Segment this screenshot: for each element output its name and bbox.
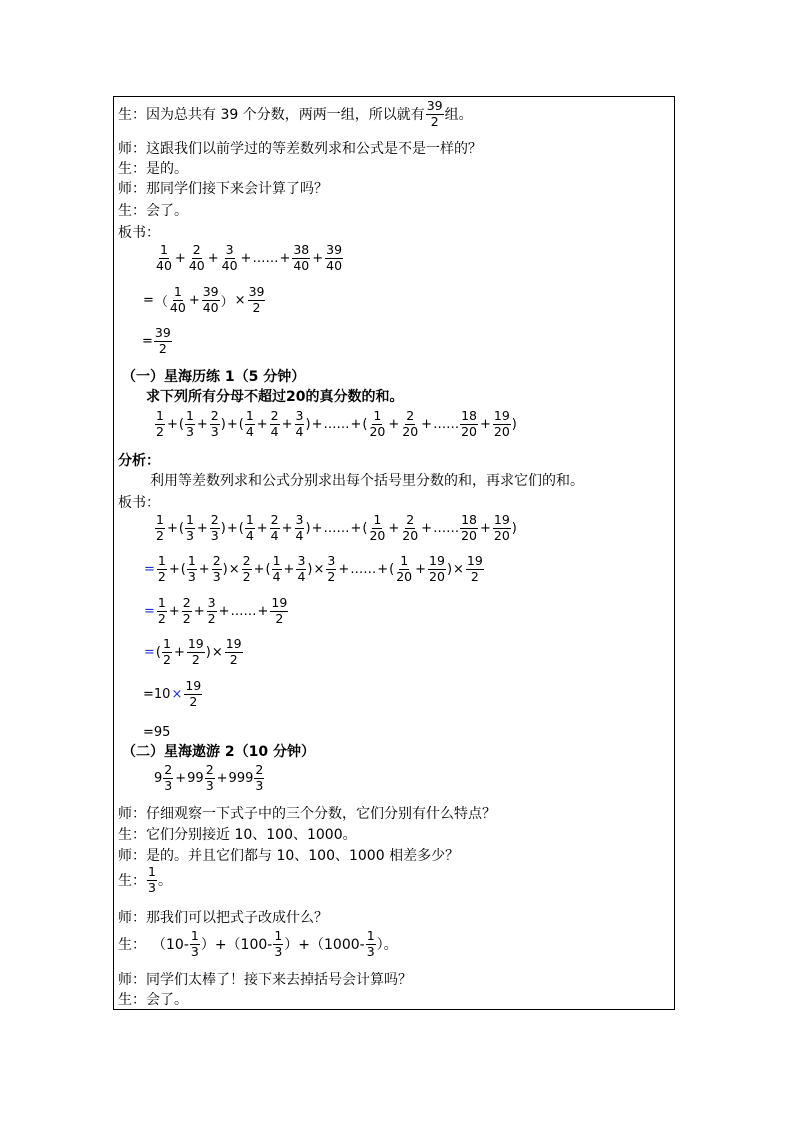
fraction — [273, 930, 283, 958]
math-token: 1 — [156, 408, 164, 423]
math-token: + — [173, 644, 185, 660]
analysis-text: 利用等差数列求和公式分别求出每个括号里分数的和，再求它们的和。 — [150, 473, 584, 489]
math-token: + — [421, 416, 433, 432]
math-token: ( — [265, 561, 271, 577]
math-token: …… — [252, 250, 279, 266]
math-token: ) — [222, 561, 228, 577]
math-token: × — [171, 686, 183, 702]
math-token: × — [313, 561, 325, 577]
math-token: =10 — [143, 686, 171, 702]
fraction — [493, 410, 511, 438]
math-token: 3 — [295, 512, 304, 527]
math-token: + — [196, 416, 208, 432]
math-token: 1 — [185, 408, 194, 423]
math-token: …… — [433, 416, 460, 432]
math-token: 3 — [205, 777, 214, 793]
fraction — [325, 244, 343, 272]
math-token: + — [198, 561, 210, 577]
fraction — [245, 514, 255, 542]
math-token: + — [207, 250, 219, 266]
math-token: 9 — [154, 770, 163, 786]
fraction — [154, 327, 172, 355]
fraction — [188, 244, 206, 272]
math-token: ( — [238, 520, 244, 536]
line-students-groups — [118, 100, 473, 128]
math-token: 1 — [366, 928, 375, 943]
math-token: + — [479, 416, 491, 432]
math-token: 39 — [154, 325, 171, 340]
fraction — [295, 514, 305, 542]
fraction — [221, 244, 239, 272]
math-token: + — [388, 520, 400, 536]
math-token: + — [311, 520, 323, 536]
math-token: ( — [362, 520, 368, 536]
math-token: ) — [511, 520, 517, 536]
math-token: ) — [220, 520, 226, 536]
math-token: ）+（100- — [200, 937, 273, 953]
math-token: 。 — [157, 873, 172, 889]
math-token: 3 — [210, 423, 219, 439]
board2-row3 — [143, 597, 289, 625]
math-token: ）。 — [376, 937, 398, 953]
student-answer-3 — [118, 930, 398, 958]
math-token: 20 — [369, 423, 386, 439]
math-token: 1 — [159, 242, 168, 257]
math-token: ) — [305, 520, 311, 536]
math-token: ) — [205, 644, 211, 660]
fraction — [190, 930, 200, 958]
math-token: 2 — [189, 693, 198, 709]
math-token: + — [256, 416, 268, 432]
math-token: 3 — [185, 527, 194, 543]
math-token: 20 — [493, 423, 510, 439]
fraction — [295, 410, 305, 438]
math-token: 2 — [270, 408, 279, 423]
fraction — [426, 100, 444, 128]
fraction — [368, 514, 386, 542]
fraction — [184, 680, 202, 708]
fraction — [155, 514, 165, 542]
fraction — [169, 286, 187, 314]
student-line-1: 生：是的。 — [118, 161, 188, 177]
math-token: + — [226, 416, 238, 432]
math-token: = — [142, 333, 153, 349]
math-token: 2 — [255, 762, 264, 777]
math-token: + — [256, 520, 268, 536]
math-token: = — [143, 292, 154, 308]
math-token: 1 — [272, 553, 281, 568]
math-token: 19 — [185, 678, 202, 693]
math-token: + — [283, 561, 295, 577]
fraction — [270, 514, 280, 542]
fraction — [202, 286, 220, 314]
math-token: 2 — [164, 762, 173, 777]
math-token: + — [175, 770, 187, 786]
math-token: 生： — [118, 937, 146, 953]
math-token: = — [144, 603, 155, 619]
math-token: 3 — [210, 527, 219, 543]
math-token: 3 — [190, 943, 199, 959]
math-token: 4 — [245, 527, 254, 543]
math-token: 2 — [205, 762, 214, 777]
math-token: 20 — [396, 568, 413, 584]
math-token: 2 — [270, 512, 279, 527]
math-token: 3 — [148, 879, 156, 895]
fraction — [368, 410, 386, 438]
math-token: + — [174, 250, 186, 266]
math-token: + — [281, 416, 293, 432]
math-token: 1 — [148, 864, 156, 879]
fraction — [205, 764, 215, 792]
math-token: 19 — [493, 512, 510, 527]
math-token: + — [257, 603, 269, 619]
math-token: ( — [389, 561, 395, 577]
math-token: 2 — [242, 568, 251, 584]
math-token: 20 — [369, 527, 386, 543]
math-token: 20 — [461, 423, 477, 439]
math-token: + — [350, 416, 362, 432]
math-token: 20 — [493, 527, 510, 543]
math-token: 生： — [118, 873, 146, 889]
math-token: 2 — [156, 527, 164, 543]
math-token: 1 — [190, 928, 199, 943]
fraction — [185, 514, 195, 542]
math-token: + — [311, 416, 323, 432]
math-token: 19 — [187, 636, 204, 651]
math-token: 40 — [169, 299, 186, 315]
math-token: …… — [230, 603, 257, 619]
math-token: 40 — [221, 257, 238, 273]
math-token: ） — [220, 294, 234, 310]
math-token: + — [415, 561, 427, 577]
section2-title: （二）星海遨游 2（10 分钟） — [122, 744, 315, 760]
board1-row1 — [154, 244, 344, 272]
math-token: 4 — [297, 568, 306, 584]
fraction — [401, 514, 419, 542]
math-token: 2 — [242, 553, 251, 568]
math-token: ) — [220, 416, 226, 432]
math-token: + — [377, 561, 389, 577]
math-token: ) — [307, 561, 313, 577]
teacher-question-4: 师：同学们太棒了！接下来去掉括号会计算吗？ — [118, 972, 412, 988]
math-token: + — [421, 520, 433, 536]
fraction — [272, 555, 282, 583]
math-token: ( — [180, 561, 186, 577]
math-token: 38 — [293, 242, 310, 257]
math-token: 40 — [202, 299, 219, 315]
math-token: + — [166, 520, 178, 536]
math-token: 3 — [185, 423, 194, 439]
math-token: + — [253, 561, 265, 577]
fraction — [162, 638, 172, 666]
math-token: 2 — [158, 340, 167, 356]
fraction — [210, 410, 220, 438]
fraction — [157, 555, 167, 583]
math-token: × — [228, 561, 240, 577]
fraction — [155, 410, 165, 438]
student-answer-4: 生：会了。 — [118, 992, 188, 1008]
section1-title: （一）星海历练 1（5 分钟） — [122, 369, 306, 385]
math-token: 20 — [429, 568, 445, 584]
math-token: 2 — [191, 651, 200, 667]
math-token: + — [350, 520, 362, 536]
board-label-2: 板书： — [118, 495, 160, 511]
math-token: + — [168, 603, 180, 619]
math-token: 3 — [212, 568, 221, 584]
math-token: 20 — [461, 527, 477, 543]
math-token: 2 — [212, 553, 221, 568]
math-token: 4 — [272, 568, 281, 584]
math-token: × — [211, 644, 223, 660]
section1-expression — [154, 410, 517, 438]
math-token: …… — [433, 520, 460, 536]
math-token: 1 — [400, 553, 409, 568]
math-token: 99 — [187, 770, 204, 786]
math-token: ( — [178, 520, 184, 536]
fraction — [182, 597, 192, 625]
math-token: + — [279, 250, 291, 266]
math-token: 2 — [252, 299, 261, 315]
math-token: 2 — [406, 512, 415, 527]
math-token: 18 — [461, 408, 477, 423]
math-token: 3 — [295, 408, 304, 423]
math-token: ( — [238, 416, 244, 432]
math-token: ( — [178, 416, 184, 432]
fraction — [157, 597, 167, 625]
math-token: + — [281, 520, 293, 536]
math-token: 1 — [274, 928, 283, 943]
fraction — [292, 244, 310, 272]
fraction — [401, 410, 419, 438]
math-token: 3 — [327, 553, 336, 568]
math-token: 19 — [493, 408, 510, 423]
math-token: 3 — [187, 568, 196, 584]
math-token: 2 — [470, 568, 479, 584]
math-token: + — [240, 250, 252, 266]
math-token: 18 — [461, 512, 477, 527]
fraction — [366, 930, 376, 958]
fraction — [187, 638, 205, 666]
math-token: 1 — [157, 595, 166, 610]
math-token: 1 — [373, 512, 382, 527]
math-token: 4 — [295, 423, 304, 439]
fraction — [460, 514, 478, 542]
fraction — [155, 244, 173, 272]
board1-row2 — [142, 286, 266, 314]
math-token: 2 — [192, 242, 201, 257]
fraction — [212, 555, 222, 583]
board1-row3 — [142, 327, 173, 355]
section2-expression — [154, 764, 265, 792]
fraction — [248, 286, 266, 314]
math-token: 4 — [270, 527, 279, 543]
fraction — [163, 764, 173, 792]
board2-row1 — [154, 514, 517, 542]
board2-row2 — [143, 555, 485, 583]
math-token: （10- — [152, 937, 189, 953]
math-token: 2 — [406, 408, 415, 423]
fraction — [185, 410, 195, 438]
math-token: + — [479, 520, 491, 536]
math-token: 2 — [275, 610, 284, 626]
math-token: 2 — [207, 610, 216, 626]
math-token: 19 — [466, 553, 483, 568]
math-token: + — [312, 250, 324, 266]
math-token: 19 — [225, 636, 242, 651]
math-token: ) — [446, 561, 453, 577]
math-token: 1 — [156, 512, 164, 527]
math-token: + — [388, 416, 400, 432]
student-answer-1: 生：它们分别接近 10、100、1000。 — [118, 827, 357, 843]
math-token: （ — [154, 294, 168, 310]
text: 生：因为总共有 39 个分数，两两一组，所以就有 — [118, 107, 425, 123]
student-line-2: 生：会了。 — [118, 203, 188, 219]
math-token: 999 — [228, 770, 254, 786]
board2-row4 — [143, 638, 244, 666]
math-token: × — [453, 561, 464, 577]
math-token: 40 — [326, 257, 343, 273]
fraction — [147, 866, 157, 894]
math-token: + — [188, 292, 200, 308]
math-token: 3 — [255, 777, 264, 793]
math-token: ) — [305, 416, 311, 432]
math-token: …… — [323, 520, 350, 536]
math-token: 1 — [162, 636, 171, 651]
fraction — [242, 555, 252, 583]
math-token: 2 — [210, 408, 219, 423]
math-token: ( — [362, 416, 368, 432]
math-token: 2 — [162, 651, 171, 667]
math-token: + — [193, 603, 205, 619]
teacher-line-2: 师：那同学们接下来会计算了吗？ — [118, 181, 328, 197]
analysis-label: 分析： — [118, 453, 160, 469]
math-token: ) — [511, 416, 517, 432]
math-token: × — [234, 292, 246, 308]
teacher-question-2: 师：是的。并且它们都与 10、100、1000 相差多少？ — [118, 848, 460, 864]
math-token: 1 — [173, 284, 182, 299]
fraction — [326, 555, 336, 583]
math-token: 3 — [366, 943, 375, 959]
math-token: + — [196, 520, 208, 536]
text: 组。 — [444, 107, 473, 123]
math-token: 1 — [157, 553, 166, 568]
math-token: 3 — [207, 595, 216, 610]
section1-task: 求下列所有分母不超过20的真分数的和。 — [146, 389, 404, 405]
math-token: 2 — [210, 512, 219, 527]
math-token: 19 — [429, 553, 445, 568]
fraction — [270, 410, 280, 438]
math-token: + — [218, 603, 230, 619]
math-token: + — [168, 561, 180, 577]
board2-result: =95 — [143, 725, 171, 740]
fraction — [210, 514, 220, 542]
math-token: …… — [323, 416, 350, 432]
board2-row5 — [143, 680, 203, 708]
math-token: 39 — [248, 284, 265, 299]
math-token: 2 — [182, 610, 191, 626]
math-token: 3 — [225, 242, 234, 257]
fraction — [207, 597, 217, 625]
math-token: + — [216, 770, 228, 786]
teacher-line-1: 师：这跟我们以前学过的等差数列求和公式是不是一样的？ — [118, 141, 482, 157]
math-token: 4 — [295, 527, 304, 543]
fraction — [493, 514, 511, 542]
math-token: 2 — [182, 595, 191, 610]
math-token: 20 — [402, 527, 419, 543]
math-token: 2 — [156, 423, 164, 439]
math-token: 40 — [188, 257, 205, 273]
fraction — [254, 764, 264, 792]
math-token: 2 — [430, 113, 439, 129]
math-token: + — [338, 561, 350, 577]
fraction — [460, 410, 478, 438]
teacher-question-3: 师：那我们可以把式子改成什么？ — [118, 910, 328, 926]
math-token: = — [144, 644, 155, 660]
math-token: 20 — [402, 423, 419, 439]
math-token: 39 — [426, 98, 443, 113]
math-token: 1 — [187, 553, 196, 568]
teacher-question-1: 师：仔细观察一下式子中的三个分数，它们分别有什么特点？ — [118, 806, 496, 822]
board-label-1: 板书： — [118, 225, 160, 241]
math-token: 39 — [326, 242, 343, 257]
math-token: 1 — [185, 512, 194, 527]
math-token: 39 — [202, 284, 219, 299]
math-token: …… — [350, 561, 377, 577]
math-token: 1 — [245, 512, 254, 527]
math-token: 19 — [271, 595, 288, 610]
math-token: 3 — [274, 943, 283, 959]
math-token: 2 — [157, 610, 166, 626]
fraction — [225, 638, 243, 666]
math-token: 1 — [373, 408, 382, 423]
math-token: 2 — [157, 568, 166, 584]
math-token: 40 — [156, 257, 172, 273]
fraction — [245, 410, 255, 438]
math-token: 4 — [270, 423, 279, 439]
fraction — [296, 555, 306, 583]
math-token: 1 — [245, 408, 254, 423]
math-token: = — [144, 561, 155, 577]
math-token: 4 — [245, 423, 254, 439]
math-token: ( — [155, 644, 161, 660]
fraction — [270, 597, 288, 625]
document-table-cell — [113, 96, 675, 1010]
fraction — [395, 555, 413, 583]
math-token: 3 — [297, 553, 306, 568]
fraction — [428, 555, 446, 583]
math-token: 2 — [327, 568, 336, 584]
math-token: 3 — [164, 777, 173, 793]
math-token: + — [226, 520, 238, 536]
math-token: 2 — [229, 651, 238, 667]
math-token: 40 — [293, 257, 310, 273]
math-token: + — [166, 416, 178, 432]
math-token: ）+（1000- — [284, 937, 365, 953]
fraction — [466, 555, 484, 583]
fraction — [187, 555, 197, 583]
student-answer-2 — [118, 866, 172, 894]
